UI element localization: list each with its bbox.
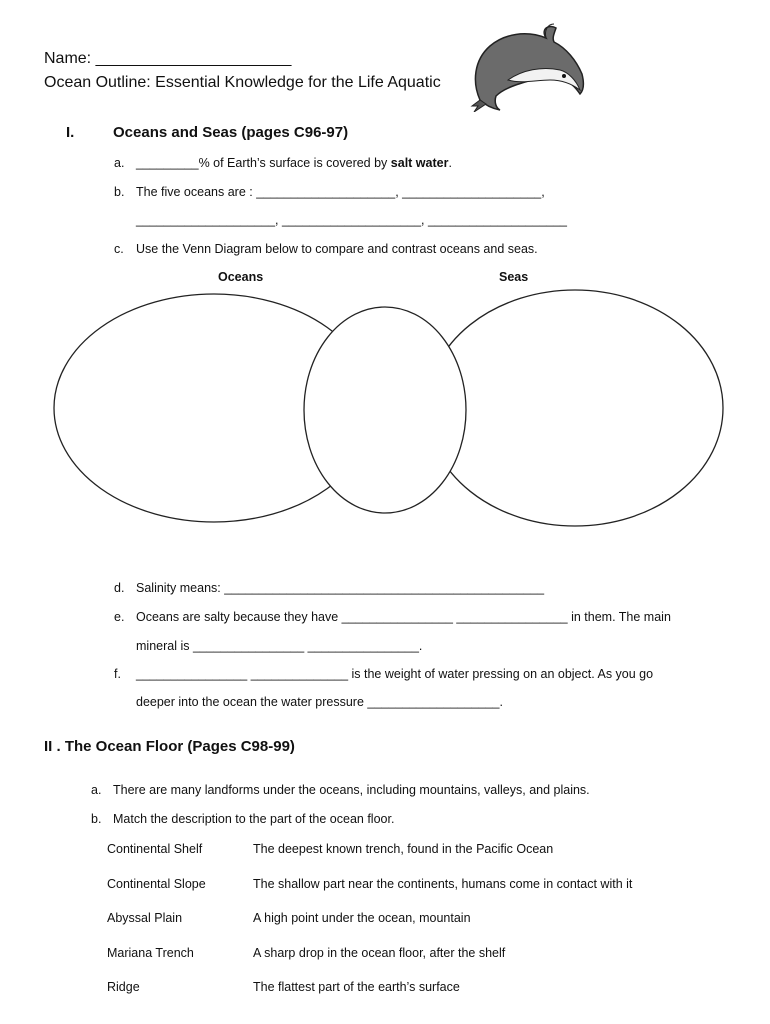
item-f-continued: deeper into the ocean the water pressure ___________________. [136, 695, 503, 709]
match-term: Continental Shelf [107, 842, 203, 856]
match-term: Abyssal Plain [107, 911, 183, 925]
item-f-text: ________________ ______________ is the weight of water pressing on an object. As you go [136, 667, 654, 681]
venn-left-label: Oceans [218, 270, 264, 284]
item-e-continued: mineral is ________________ ________________. [136, 639, 423, 653]
match-description: The shallow part near the continents, humans come in contact with it [253, 877, 633, 891]
section-2-item-b-label: b. [91, 812, 102, 826]
name-line: Name: ______________________ [44, 50, 292, 67]
item-e-text: Oceans are salty because they have ________________ ________________ in them. The main [136, 610, 671, 624]
item-f-label: f. [114, 667, 121, 681]
section-2-title: II . The Ocean Floor (Pages C98-99) [44, 738, 295, 755]
item-c-label: c. [114, 242, 124, 256]
section-2-item-a-text: There are many landforms under the oceans, including mountains, valleys, and plains. [113, 783, 590, 797]
venn-right-circle [427, 290, 723, 526]
item-b-text: The five oceans are : ____________________, ____________________, [136, 185, 545, 199]
item-e-label: e. [114, 610, 125, 624]
match-description: A sharp drop in the ocean floor, after the shelf [253, 946, 506, 960]
match-description: The deepest known trench, found in the Pacific Ocean [253, 842, 554, 856]
item-d-label: d. [114, 581, 125, 595]
venn-right-label: Seas [499, 270, 529, 284]
item-b-continued: ____________________, ____________________, ____________________ [136, 213, 568, 227]
item-a-text: _________% of Earth’s surface is covered by salt water. [136, 156, 452, 170]
item-d-text: Salinity means: ______________________________________________ [136, 581, 545, 595]
match-description: The flattest part of the earth’s surface [253, 980, 460, 994]
dolphin-image [468, 22, 590, 112]
section-2-item-a-label: a. [91, 783, 102, 797]
section-2-item-b-text: Match the description to the part of the ocean floor. [113, 812, 395, 826]
match-description: A high point under the ocean, mountain [253, 911, 471, 925]
venn-diagram [40, 285, 730, 555]
item-a-label: a. [114, 156, 125, 170]
section-1-numeral: I. [66, 124, 75, 141]
worksheet-title: Ocean Outline: Essential Knowledge for the Life Aquatic [44, 74, 441, 91]
match-term: Continental Slope [107, 877, 206, 891]
match-term: Mariana Trench [107, 946, 194, 960]
item-b-label: b. [114, 185, 125, 199]
item-c-text: Use the Venn Diagram below to compare and contrast oceans and seas. [136, 242, 538, 256]
match-term: Ridge [107, 980, 140, 994]
venn-middle-circle [304, 307, 466, 513]
section-1-title: Oceans and Seas (pages C96-97) [113, 124, 349, 141]
